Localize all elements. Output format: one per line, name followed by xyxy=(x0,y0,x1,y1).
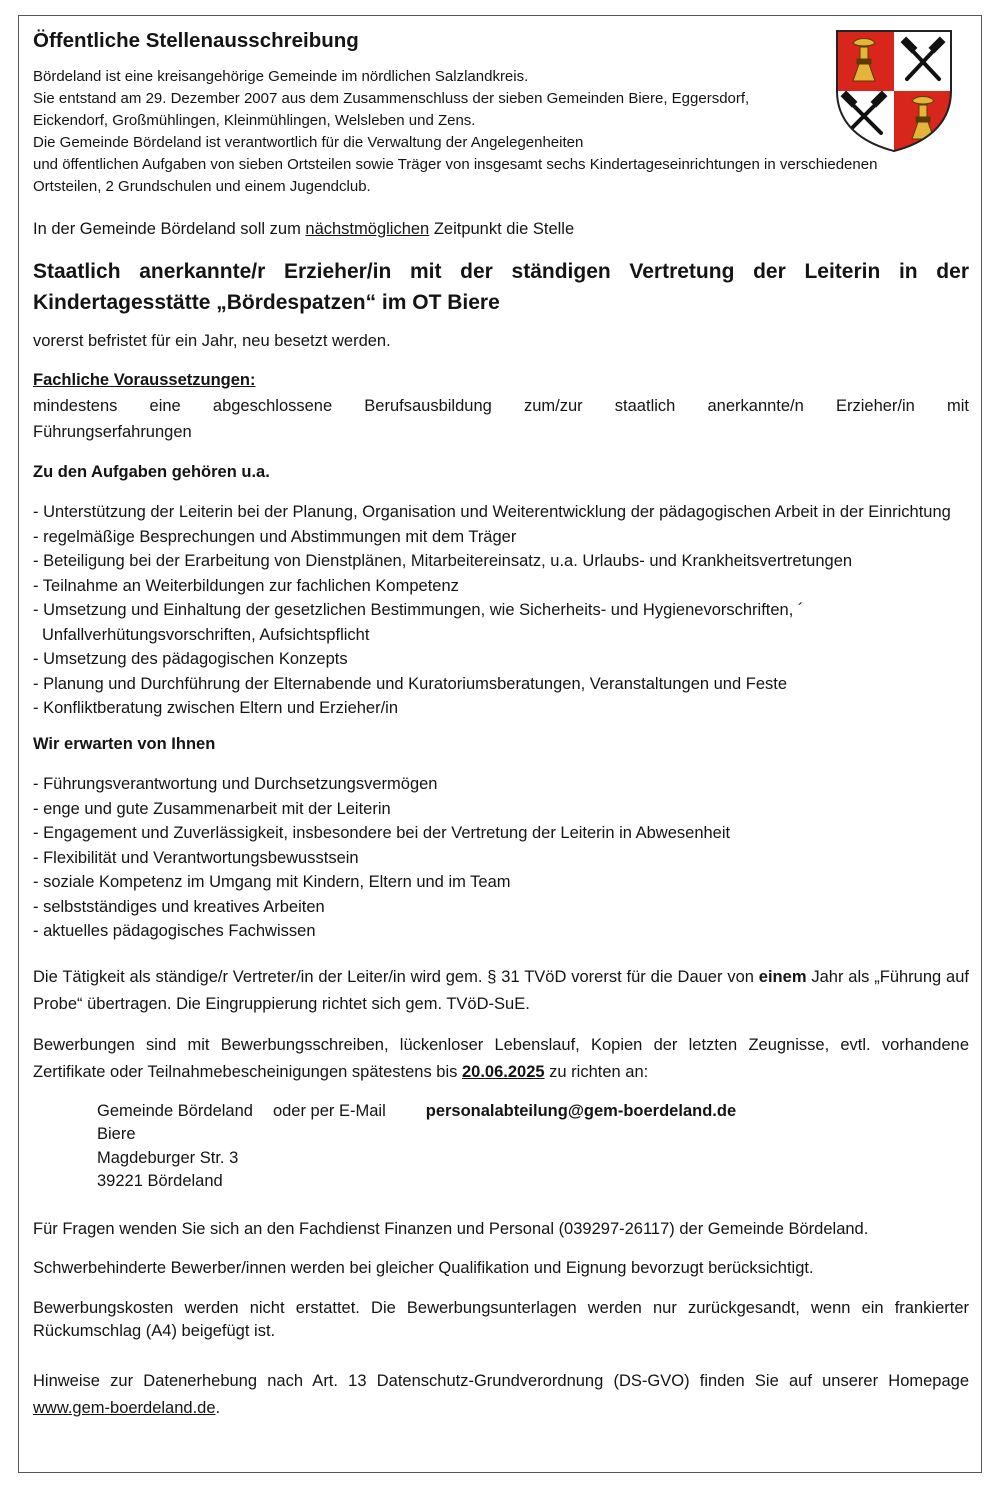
list-item: - Flexibilität und Verantwortungsbewusstsein xyxy=(33,848,359,867)
list-item: - selbstständiges und kreatives Arbeiten xyxy=(33,897,325,916)
list-item: - Umsetzung und Einhaltung der gesetzlichen Bestimmungen, wie Sicherheits- und Hygienevorschriften, ´ Unfallverhütungsvorschriften, Aufsichtspflicht xyxy=(33,601,804,644)
list-item: - Unterstützung der Leiterin bei der Planung, Organisation und Weiterentwicklung der pädagogischen Arbeit in der Einrichtung xyxy=(33,503,951,521)
address-line: Biere xyxy=(97,1125,136,1143)
intro-line: Ortsteilen, 2 Grundschulen und einem Jugendclub. xyxy=(33,178,371,195)
homepage-link[interactable]: www.gem-boerdeland.de xyxy=(33,1398,216,1417)
email-link[interactable]: personalabteilung@gem-boerdeland.de xyxy=(425,1101,737,1120)
list-item: - Teilnahme an Weiterbildungen zur fachlichen Kompetenz xyxy=(33,576,459,595)
list-item: - Engagement und Zuverlässigkeit, insbesondere bei der Vertretung der Leiterin in Abwesenheit xyxy=(33,824,731,842)
expectations-list xyxy=(33,772,969,944)
requirements-heading: Fachliche Voraussetzungen: xyxy=(33,371,256,389)
privacy-text: Hinweise zur Datenerhebung nach Art. 13 Datenschutz-Grundverordnung (DS-GVO) finden Sie auf unserer Homepage www.gem-boerdeland.de. xyxy=(33,1371,969,1417)
list-item: - Beteiligung bei der Erarbeitung von Dienstplänen, Mitarbeitereinsatz, u.a. Urlaubs- und Krankheitsvertretungen xyxy=(33,552,853,570)
list-item: - regelmäßige Besprechungen und Abstimmungen mit dem Träger xyxy=(33,527,517,546)
list-item: - soziale Kompetenz im Umgang mit Kindern, Eltern und im Team xyxy=(33,873,511,891)
page-title: Öffentliche Stellenausschreibung xyxy=(33,29,359,52)
document-body xyxy=(33,26,969,1422)
address-line: 39221 Bördeland xyxy=(97,1172,223,1190)
intro-line: Bördeland ist eine kreisangehörige Gemeinde im nördlichen Salzlandkreis. xyxy=(33,68,529,85)
requirements-text: mindestens eine abgeschlossene Berufsausbildung zum/zur staatlich anerkannte/n Erzieher/in mit Führungserfahrungen xyxy=(33,396,969,441)
address-line: Magdeburger Str. 3 xyxy=(97,1148,239,1167)
list-item: - Führungsverantwortung und Durchsetzungsvermögen xyxy=(33,775,438,793)
tasks-list xyxy=(33,500,969,721)
intro-line: Die Gemeinde Bördeland ist verantwortlich für die Verwaltung der Angelegenheiten xyxy=(33,134,584,151)
position-note: vorerst befristet für ein Jahr, neu besetzt werden. xyxy=(33,331,391,350)
position-intro: In der Gemeinde Bördeland soll zum nächstmöglichen Zeitpunkt die Stelle xyxy=(33,220,575,238)
intro-line: Sie entstand am 29. Dezember 2007 aus dem Zusammenschluss der sieben Gemeinden Biere, Eggersdorf, xyxy=(33,90,750,107)
deadline: 20.06.2025 xyxy=(461,1062,545,1081)
position-title: Staatlich anerkannte/r Erzieher/in mit der ständigen Vertretung der Leiterin in der Kindertagesstätte „Bördespatzen“ im OT Biere xyxy=(33,259,969,314)
intro-line: Eickendorf, Großmühlingen, Kleinmühlingen, Welsleben und Zens. xyxy=(33,112,476,129)
list-item: - Konfliktberatung zwischen Eltern und Erzieher/in xyxy=(33,699,399,717)
expectations-heading: Wir erwarten von Ihnen xyxy=(33,734,216,753)
intro-line: und öffentlichen Aufgaben von sieben Ortsteilen sowie Träger von insgesamt sechs Kindertageseinrichtungen in verschiedenen xyxy=(33,156,878,173)
intro-block xyxy=(33,66,973,198)
tasks-heading: Zu den Aufgaben gehören u.a. xyxy=(33,462,270,481)
list-item: - aktuelles pädagogisches Fachwissen xyxy=(33,922,316,940)
costs-text: Bewerbungskosten werden nicht erstattet. Die Bewerbungsunterlagen werden nur zurückgesandt, wenn ein frankierter Rückumschlag (A4) beigefügt ist. xyxy=(33,1298,969,1340)
address-block xyxy=(97,1100,969,1194)
list-item: - Umsetzung des pädagogischen Konzepts xyxy=(33,650,348,668)
questions-text: Für Fragen wenden Sie sich an den Fachdienst Finanzen und Personal (039297-26117) der Gemeinde Bördeland. xyxy=(33,1219,869,1238)
list-item: - Planung und Durchführung der Elternabende und Kuratoriumsberatungen, Veranstaltungen und Feste xyxy=(33,674,788,693)
application-text: Bewerbungen sind mit Bewerbungsschreiben, lückenloser Lebenslauf, Kopien der letzten Zeugnisse, evtl. vorhandene Zertifikate oder Teilnahmebescheinigungen spätestens bis 20.06.2025 zu richten an: xyxy=(33,1035,969,1081)
coat-of-arms-icon xyxy=(835,29,953,153)
probation-text: Die Tätigkeit als ständige/r Vertreter/in der Leiter/in wird gem. § 31 TVöD vorerst für die Dauer von einem Jahr als „Führung auf Probe“ übertragen. Die Eingruppierung richtet sich gem. TVöD-SuE. xyxy=(33,967,969,1013)
disabled-text: Schwerbehinderte Bewerber/innen werden bei gleicher Qualifikation und Eignung bevorzugt berücksichtigt. xyxy=(33,1259,814,1277)
crest-quarter-white xyxy=(835,91,894,153)
document-frame xyxy=(18,15,982,1473)
address-line: Gemeinde Bördeland oder per E-Mail personalabteilung@gem-boerdeland.de xyxy=(97,1101,737,1120)
list-item: - enge und gute Zusammenarbeit mit der Leiterin xyxy=(33,799,391,818)
